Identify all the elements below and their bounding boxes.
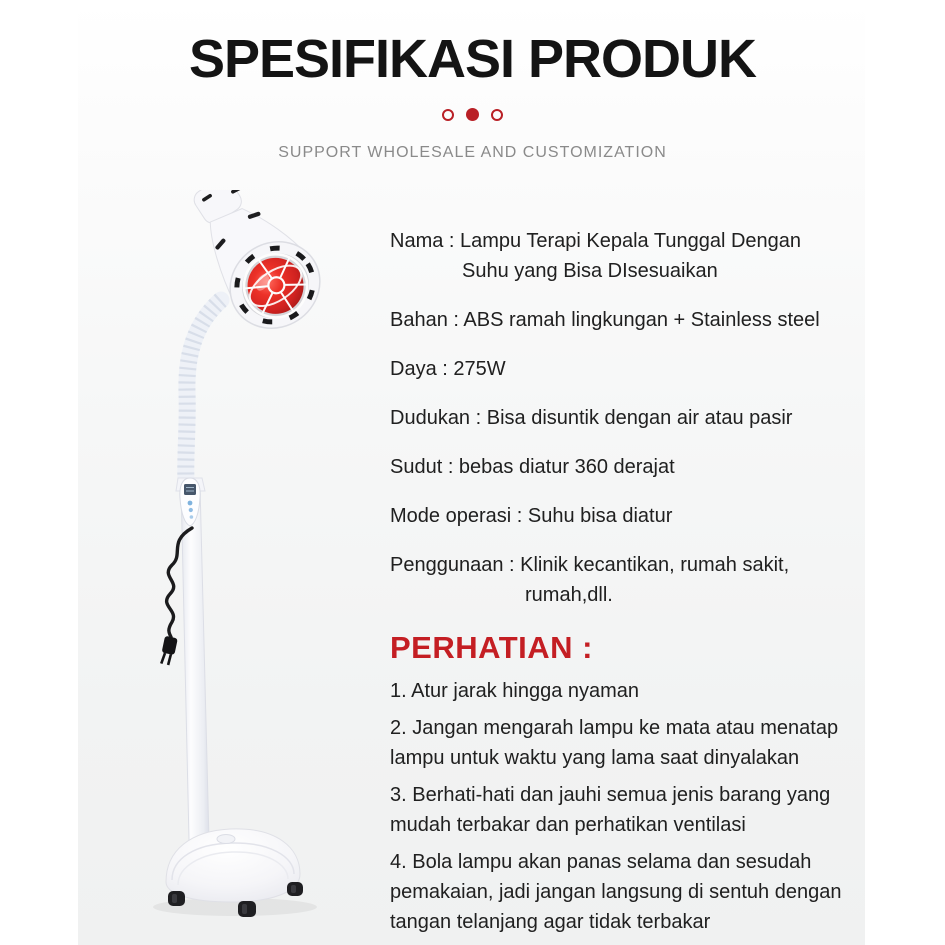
spec-item-daya [390, 354, 820, 384]
note-item-4 [390, 847, 841, 937]
panel-button [190, 515, 194, 519]
spec-item-sudut [390, 452, 820, 482]
caster-wheel [287, 882, 303, 896]
note-line: 4. Bola lampu akan panas selama dan sesudah [390, 851, 812, 873]
panel-button [189, 508, 193, 512]
panel-display [184, 484, 196, 495]
spec-item-dudukan [390, 403, 820, 433]
base-knob [217, 835, 235, 844]
spec-line: Penggunaan : Klinik kecantikan, rumah sakit, [390, 554, 790, 576]
caster-wheel [168, 891, 185, 906]
spec-line: Nama : Lampu Terapi Kepala Tunggal Dengan [390, 230, 802, 252]
spec-item-mode-operasi [390, 501, 820, 531]
attention-heading: PERHATIAN : [390, 630, 593, 665]
note-item-3 [390, 780, 841, 840]
dot-outline-left-icon [442, 109, 454, 121]
spec-line: Sudut : bebas diatur 360 derajat [390, 456, 675, 478]
spec-item-bahan [390, 305, 820, 335]
product-photo-lamp [80, 190, 380, 945]
subtitle: SUPPORT WHOLESALE AND CUSTOMIZATION [278, 144, 667, 161]
dot-filled-center-icon [466, 108, 479, 121]
note-line: 3. Berhati-hati dan jauhi semua jenis barang yang [390, 784, 831, 806]
note-line: lampu untuk waktu yang lama saat dinyalakan [390, 747, 800, 769]
note-line: tangan telanjang agar tidak terbakar [390, 911, 711, 933]
note-line: 2. Jangan mengarah lampu ke mata atau menatap [390, 717, 839, 739]
panel-button [188, 501, 193, 506]
spec-line: rumah,dll. [525, 584, 613, 606]
note-item-1 [390, 676, 841, 706]
page-title: SPESIFIKASI PRODUK [188, 29, 757, 89]
spec-list [390, 226, 820, 629]
note-line: 1. Atur jarak hingga nyaman [390, 680, 640, 702]
note-line: pemakaian, jadi jangan langsung di sentuh dengan [390, 881, 842, 903]
gooseneck-arm [186, 300, 221, 482]
dot-outline-right-icon [491, 109, 503, 121]
caster-wheel [238, 901, 256, 917]
power-plug-icon [159, 636, 178, 666]
spec-line: Mode operasi : Suhu bisa diatur [390, 505, 673, 527]
stand-pole [181, 486, 209, 840]
attention-section [390, 630, 841, 944]
spec-line: Dudukan : Bisa disuntik dengan air atau pasir [390, 407, 793, 429]
spec-item-nama [390, 226, 820, 286]
divider-dots [0, 106, 945, 124]
spec-line: Daya : 275W [390, 358, 506, 380]
spec-item-penggunaan [390, 550, 820, 610]
spec-line: Bahan : ABS ramah lingkungan + Stainless steel [390, 309, 820, 331]
note-line: mudah terbakar dan perhatikan ventilasi [390, 814, 746, 836]
note-item-2 [390, 713, 841, 773]
spec-line: Suhu yang Bisa DIsesuaikan [462, 260, 718, 282]
